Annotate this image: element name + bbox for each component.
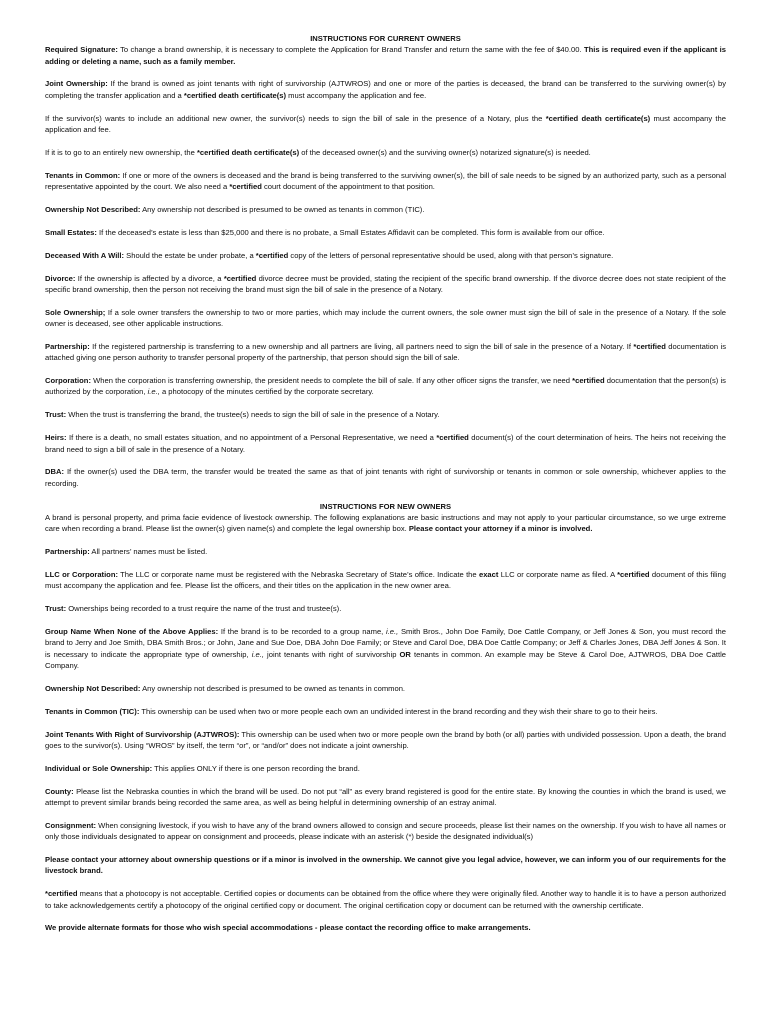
- divorce-label: Divorce:: [45, 273, 76, 283]
- survivor-paragraph: If the survivor(s) wants to include an additional new owner, the survivor(s) needs to sign the bill of sale in the presence of a Notary, plus the *certified death certificate(s) must accompany the application and fee.: [45, 113, 726, 134]
- corporation-paragraph: Corporation: When the corporation is transferring ownership, the president needs to complete the bill of sale. If any other officer signs the transfer, we need *certified documentation that the person(s) is authorized by the corporation, i.e., a photocopy of the minutes certified by the corporate secretary.: [45, 376, 726, 397]
- sole-ownership-paragraph: Sole Ownership; If a sole owner transfers the ownership to two or more parties, which may include the current owners, the sole owner must sign the bill of sale in the presence of a Notary. If the sole owner is deceased, see other applicable instructions.: [45, 307, 726, 329]
- group-name-paragraph: Group Name When None of the Above Applies: If the brand is to be recorded to a group name, i.e., Smith Bros., John Doe Family, Doe Cattle Company, or Jeff Jones & Son, you must record the brand to Jerry and Joe Smith, DBA Smith Bros.; or John, Jane and Sue Doe, DBA John Doe Family; or Steve and Carol Doe, DBA Doe Cattle Company; or Jeff & Charles Jones, DBA Jeff Jones & Son. It is necessary to indicate the appropriate type of ownership, i.e., joint tenants with right of survivorship OR tenants in common. An example may be Steve & Carol Doe, AJTWROS, DBA Doe Cattle Company.: [45, 627, 726, 670]
- required-signature-label: Required Signature:: [45, 45, 118, 55]
- trust-label: Trust:: [45, 410, 67, 420]
- partnership-paragraph: Partnership: If the registered partnership is transferring to a new ownership and all partners are living, all partners need to sign the bill of sale in the presence of a Notary. If *certified documentation is attached giving one person authority to transfer personal property of the partnership, that person should sign the bill of sale.: [45, 341, 726, 363]
- new-partnership-label: Partnership:: [45, 547, 90, 557]
- entirely-new-ownership-paragraph: If it is to go to an entirely new ownership, the *certified death certificate(s) of the deceased owner(s) and the surviving owner(s) notarized signature(s) is needed.: [45, 147, 591, 157]
- new-tenants-in-common-label: Tenants in Common (TIC):: [45, 706, 140, 716]
- county-label: County:: [45, 786, 74, 796]
- sole-ownership-label: Sole Ownership;: [45, 307, 106, 317]
- joint-ownership-paragraph: Joint Ownership: If the brand is owned as joint tenants with right of survivorship (AJTWROS) and one or more of the parties is deceased, the brand can be transferred to the surviving owner(s) by completing the transfer application and a *certified death certificate(s) must accompany the application and fee.: [45, 79, 726, 100]
- llc-corporation-label: LLC or Corporation:: [45, 570, 118, 579]
- new-owners-title: INSTRUCTIONS FOR NEW OWNERS: [319, 501, 452, 511]
- dba-label: DBA:: [45, 467, 64, 477]
- joint-tenants-survivorship-paragraph: Joint Tenants With Right of Survivorship (AJTWROS): This ownership can be used when two or more people own the brand by both (or all) parties with undivided possession. Upon a death, the brand goes to the survivor(s). Using “WROS” by itself, the term “or”, or “and/or” does not indicate a joint ownership.: [45, 729, 726, 750]
- trust-paragraph: Trust: When the trust is transferring the brand, the trustee(s) needs to sign the bill of sale in the presence of a Notary.: [45, 410, 440, 420]
- consignment-paragraph: Consignment: When consigning livestock, if you wish to have any of the brand owners allowed to consign and secure proceeds, please list their names on the ownership. If you wish to have all names or only those individuals designated to appear on consignment and proceeds, please indicate with an asterisk (*) beside the designated individual(s): [45, 820, 726, 842]
- attorney-notice-paragraph: Please contact your attorney about ownership questions or if a minor is involved in the ownership. We cannot give you legal advice, however, we can inform you of our requirements for the livestock brand.: [45, 855, 726, 876]
- small-estates-paragraph: Small Estates: If the deceased’s estate is less than $25,000 and there is no probate, a Small Estates Affidavit can be completed. This form is available from our office.: [45, 227, 605, 237]
- group-name-label: Group Name When None of the Above Applies:: [45, 627, 219, 637]
- tenants-in-common-paragraph: Tenants in Common: If one or more of the owners is deceased and the brand is being transferred to the surviving owner(s), the bill of sale needs to be signed by an authorized party, such as a personal representative appointed by the court. We also need a *certified court document of the appointment to that position.: [45, 170, 727, 192]
- new-ownership-not-described-label: Ownership Not Described:: [45, 683, 141, 693]
- deceased-with-will-label: Deceased With A Will:: [45, 250, 125, 260]
- dba-paragraph: DBA: If the owner(s) used the DBA term, the transfer would be treated the same as that of joint tenants with right of survivorship or tenants in common or sole ownership, whichever applies to the recording.: [45, 467, 726, 488]
- ownership-not-described-paragraph: Ownership Not Described: Any ownership not described is presumed to be owned as tenants in common (TIC).: [45, 204, 425, 214]
- ownership-not-described-label: Ownership Not Described:: [45, 204, 141, 214]
- corporation-label: Corporation:: [45, 376, 91, 386]
- certified-definition-paragraph: *certified means that a photocopy is not acceptable. Certified copies or documents can be obtained from the office where they were originally filed. Another way to handle it is to have a person authorized to take acknowledgements certify a photocopy of the original certified copy or document. The original certification copy or document can be returned with the ownership certificate.: [45, 889, 726, 910]
- small-estates-label: Small Estates:: [45, 227, 97, 237]
- current-owners-title: INSTRUCTIONS FOR CURRENT OWNERS: [310, 34, 461, 43]
- joint-ownership-label: Joint Ownership:: [45, 79, 108, 89]
- heirs-paragraph: Heirs: If there is a death, no small estates situation, and no appointment of a Personal Representative, we need a *certified document(s) of the court determination of heirs. The heirs not receiving the brand need to sign a bill of sale in the presence of a Notary.: [45, 433, 726, 454]
- deceased-with-will-paragraph: Deceased With A Will: Should the estate be under probate, a *certified copy of the letters of personal representative should be used, along with that person’s signature.: [45, 250, 614, 260]
- consignment-label: Consignment:: [45, 820, 97, 830]
- required-signature-paragraph: Required Signature: To change a brand ownership, it is necessary to complete the Application for Brand Transfer and return the same with the fee of $40.00. This is required even if the applicant is adding or deleting a name, such as a family member.: [45, 45, 726, 66]
- new-owners-intro-paragraph: A brand is personal property, and prima facie evidence of livestock ownership. The following explanations are basic instructions and may not apply to your particular circumstance, so we urge extreme care when recording a brand. Please list the owner(s) given name(s) and complete the legal ownership box. Please contact your attorney if a minor is involved.: [45, 512, 726, 534]
- heirs-label: Heirs:: [45, 433, 67, 443]
- certified-definition-label: *certified: [45, 889, 78, 899]
- new-tenants-in-common-paragraph: Tenants in Common (TIC): This ownership can be used when two or more people each own an undivided interest in the brand recording and they wish their share to go to their heirs.: [45, 706, 658, 716]
- new-trust-paragraph: Trust: Ownerships being recorded to a trust require the name of the trust and trustee(s).: [45, 604, 342, 614]
- new-partnership-paragraph: Partnership: All partners’ names must be listed.: [45, 547, 208, 557]
- county-paragraph: County: Please list the Nebraska counties in which the brand will be used. Do not put “all” as every brand registered is good for the entire state. By knowing the counties in which the brand is used, we attempt to prevent similar brands being recorded the same area, as well as being helpful in determining ownership of an estray animal.: [45, 786, 726, 808]
- individual-sole-ownership-paragraph: Individual or Sole Ownership: This applies ONLY if there is one person recording the brand.: [45, 763, 360, 773]
- individual-sole-ownership-label: Individual or Sole Ownership:: [45, 763, 153, 773]
- new-ownership-not-described-paragraph: Ownership Not Described: Any ownership not described is presumed to be owned as tenants in common.: [45, 683, 406, 693]
- partnership-label: Partnership:: [45, 341, 90, 351]
- joint-tenants-survivorship-label: Joint Tenants With Right of Survivorship (AJTWROS):: [45, 729, 240, 739]
- divorce-paragraph: Divorce: If the ownership is affected by a divorce, a *certified divorce decree must be provided, stating the recipient of the specific brand ownership. If the divorce decree does not state recipient of the specific brand ownership, then the person not receiving the brand must sign the bill of sale in the presence of a Notary.: [45, 273, 726, 294]
- new-trust-label: Trust:: [45, 604, 67, 614]
- tenants-in-common-label: Tenants in Common:: [45, 170, 121, 180]
- alternate-formats-paragraph: We provide alternate formats for those who wish special accommodations - please contact the recording office to make arrangements.: [45, 923, 531, 933]
- llc-corporation-paragraph: LLC or Corporation: The LLC or corporate name must be registered with the Nebraska Secretary of State’s office. Indicate the exact LLC or corporate name as filed. A *certified document of this filing must accompany the application and fee. Please list the officers, and their titles on the application in the new owner area.: [45, 570, 726, 591]
